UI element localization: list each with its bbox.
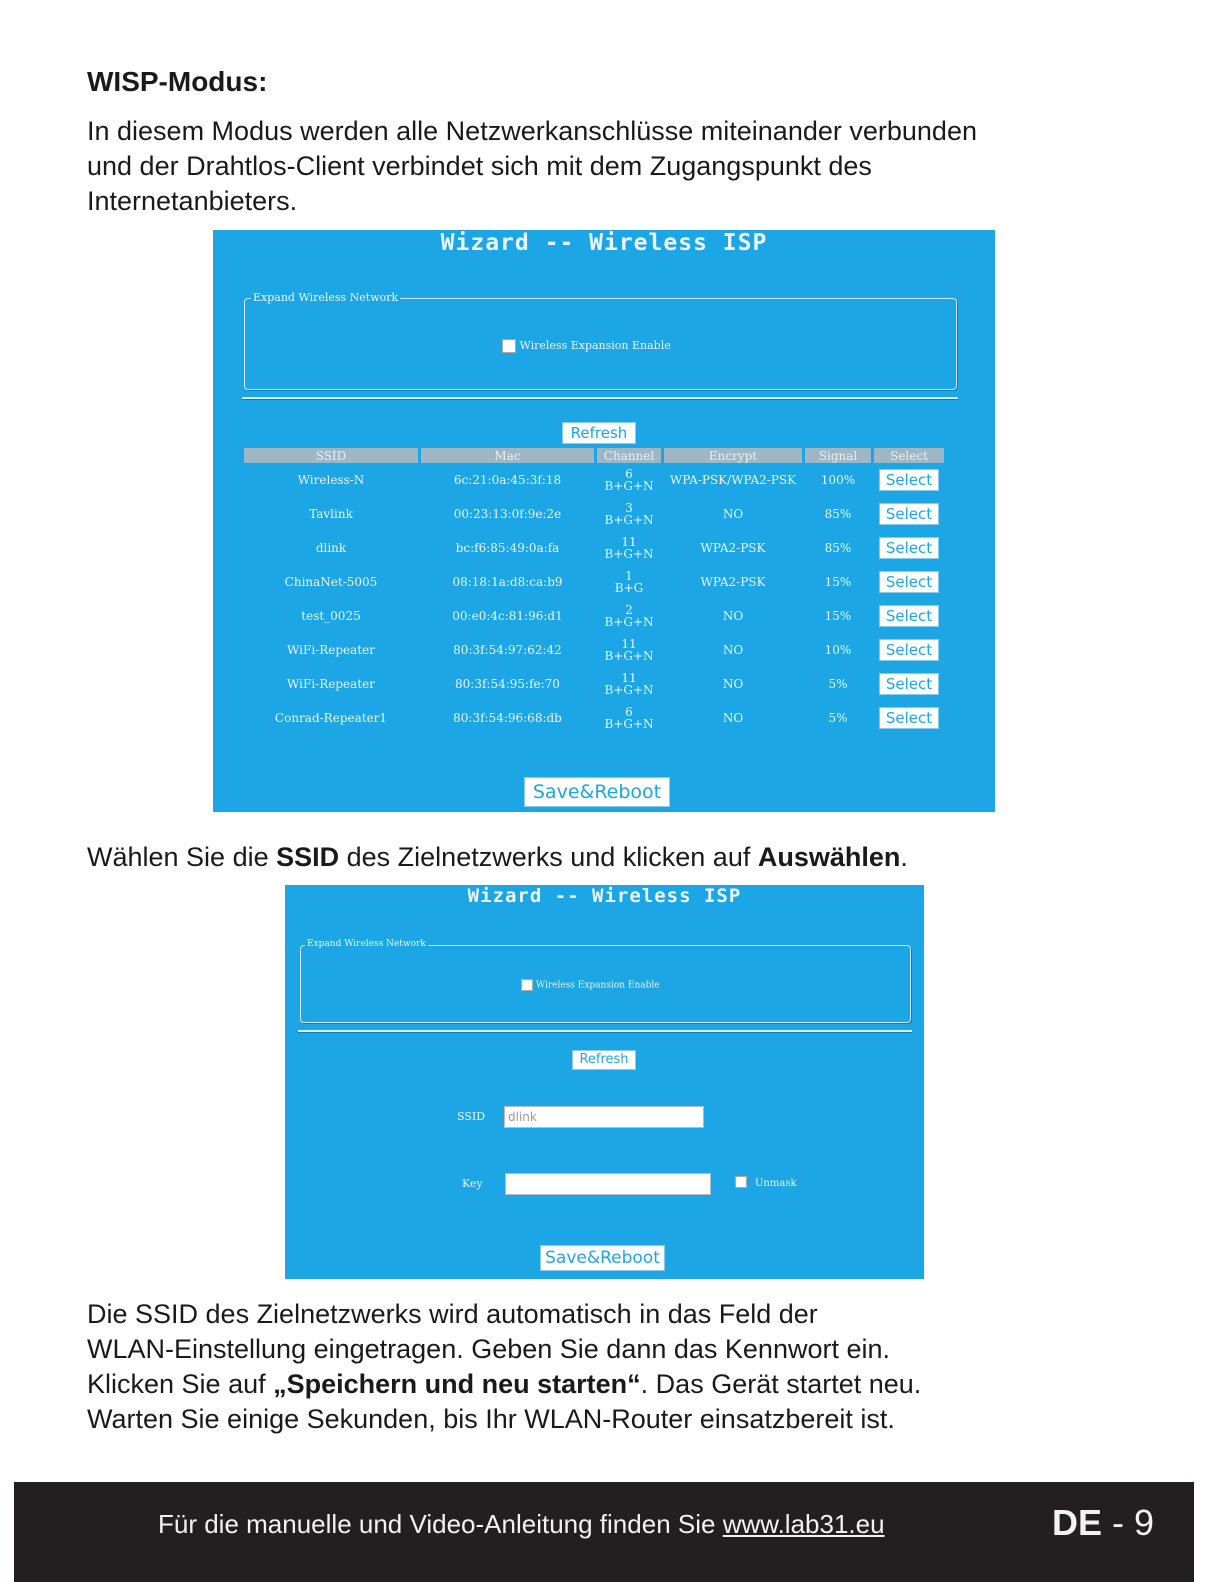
- wizard-scan-screenshot: [213, 230, 995, 812]
- signal-cell: 15%: [824, 575, 852, 589]
- table-row: [244, 633, 944, 667]
- select-button[interactable]: Select: [879, 707, 939, 729]
- mac-cell: 6c:21:0a:45:3f:18: [453, 473, 562, 487]
- intro-line: Internetanbieters.: [87, 186, 298, 216]
- column-header-select: Select: [874, 448, 944, 463]
- ssid-cell: Conrad-Repeater1: [274, 711, 388, 725]
- select-button[interactable]: Select: [879, 537, 939, 559]
- channel-mode: B+G+N: [604, 683, 654, 697]
- select-cell: [874, 497, 944, 531]
- mac-cell: 80:3f:54:97:62:42: [453, 643, 562, 657]
- select-button[interactable]: Select: [879, 469, 939, 491]
- intro-paragraph: [87, 114, 1147, 219]
- mac-cell: 80:3f:54:96:68:db: [453, 711, 562, 725]
- column-header-encrypt: Encrypt: [664, 448, 802, 463]
- expansion-enable-label: Wireless Expansion Enable: [535, 980, 660, 991]
- channel-number: 11: [621, 637, 637, 651]
- signal-cell: 100%: [820, 473, 856, 487]
- channel-cell: [597, 497, 661, 531]
- table-header-row: [244, 448, 944, 463]
- save-reboot-button[interactable]: Save&Reboot: [524, 777, 670, 807]
- channel-cell: [597, 599, 661, 633]
- unmask-label: Unmask: [755, 1178, 797, 1189]
- select-button[interactable]: Select: [879, 503, 939, 525]
- channel-cell: [597, 531, 661, 565]
- signal-cell: 10%: [824, 643, 852, 657]
- signal-cell: 5%: [828, 711, 848, 725]
- expansion-enable-checkbox[interactable]: [521, 979, 533, 991]
- channel-cell: [597, 633, 661, 667]
- footer-link[interactable]: www.lab31.eu: [722, 1509, 885, 1539]
- table-row: [244, 463, 944, 497]
- channel-mode: B+G+N: [604, 479, 654, 493]
- network-scan-table: [241, 448, 947, 735]
- select-cell: [874, 565, 944, 599]
- table-row: [244, 531, 944, 565]
- instruction-bold-ssid: SSID: [276, 842, 340, 872]
- mac-cell: 08:18:1a:d8:ca:b9: [452, 575, 563, 589]
- outro-line: WLAN-Einstellung eingetragen. Geben Sie dann das Kennwort ein.: [87, 1334, 890, 1364]
- outro-line: . Das Gerät startet neu.: [640, 1369, 922, 1399]
- channel-number: 1: [625, 569, 633, 583]
- instruction-text: Wählen Sie die: [87, 842, 277, 872]
- signal-cell: 85%: [824, 541, 852, 555]
- intro-line: In diesem Modus werden alle Netzwerkanschlüsse miteinander verbunden: [87, 116, 977, 146]
- channel-cell: [597, 701, 661, 735]
- ssid-cell: test_0025: [301, 609, 361, 623]
- select-button[interactable]: Select: [879, 639, 939, 661]
- wizard-title: Wizard -- Wireless ISP: [467, 885, 742, 907]
- select-button[interactable]: Select: [879, 605, 939, 627]
- expansion-enable-label: Wireless Expansion Enable: [519, 339, 671, 352]
- signal-cell: 15%: [824, 609, 852, 623]
- ssid-cell: WiFi-Repeater: [287, 643, 375, 657]
- ssid-input[interactable]: dlink: [504, 1106, 704, 1128]
- select-cell: [874, 599, 944, 633]
- column-header-channel: Channel: [597, 448, 661, 463]
- mac-cell: 00:23:13:0f:9e:2e: [453, 507, 562, 521]
- expand-wireless-fieldset: [300, 939, 911, 1023]
- channel-cell: [597, 667, 661, 701]
- ssid-cell: Wireless-N: [297, 473, 365, 487]
- ssid-cell: ChinaNet-5005: [284, 575, 378, 589]
- intro-line: und der Drahtlos-Client verbindet sich mit dem Zugangspunkt des: [87, 151, 872, 181]
- refresh-button[interactable]: Refresh: [562, 422, 636, 444]
- channel-mode: B+G: [614, 581, 644, 595]
- select-cell: [874, 667, 944, 701]
- outro-paragraph: [87, 1297, 1147, 1437]
- ssid-cell: Tavlink: [309, 507, 353, 521]
- signal-cell: 5%: [828, 677, 848, 691]
- encrypt-cell: NO: [722, 609, 744, 623]
- mac-cell: bc:f6:85:49:0a:fa: [455, 541, 560, 555]
- channel-mode: B+G+N: [604, 547, 654, 561]
- key-input[interactable]: [505, 1173, 711, 1195]
- section-heading: WISP-Modus:: [87, 66, 268, 97]
- outro-line: Die SSID des Zielnetzwerks wird automatisch in das Feld der: [87, 1299, 818, 1329]
- select-cell: [874, 531, 944, 565]
- instruction-text: .: [900, 842, 908, 872]
- table-row: [244, 667, 944, 701]
- encrypt-cell: WPA-PSK/WPA2-PSK: [669, 473, 797, 487]
- channel-cell: [597, 565, 661, 599]
- column-header-ssid: SSID: [244, 448, 418, 463]
- table-row: [244, 599, 944, 633]
- channel-cell: [597, 463, 661, 497]
- select-button[interactable]: Select: [879, 571, 939, 593]
- fieldset-legend: Expand Wireless Network: [307, 939, 426, 949]
- expand-wireless-fieldset: [244, 291, 957, 390]
- divider: [242, 397, 958, 399]
- page-number: [1052, 1502, 1154, 1544]
- divider: [298, 1030, 912, 1032]
- mac-cell: 80:3f:54:95:fe:70: [455, 677, 560, 691]
- channel-number: 6: [625, 705, 633, 719]
- instruction-bold-select: Auswählen: [757, 842, 901, 872]
- page-index: 9: [1133, 1502, 1154, 1543]
- save-reboot-button[interactable]: Save&Reboot: [540, 1245, 665, 1271]
- channel-mode: B+G+N: [604, 649, 654, 663]
- channel-number: 3: [625, 501, 633, 515]
- encrypt-cell: NO: [722, 711, 744, 725]
- select-instruction: [87, 840, 1147, 875]
- select-button[interactable]: Select: [879, 673, 939, 695]
- fieldset-legend: Expand Wireless Network: [253, 291, 399, 304]
- wizard-title: Wizard -- Wireless ISP: [440, 230, 768, 256]
- encrypt-cell: NO: [722, 507, 744, 521]
- encrypt-cell: WPA2-PSK: [700, 575, 766, 589]
- signal-cell: 85%: [824, 507, 852, 521]
- footer-label: Für die manuelle und Video-Anleitung finden Sie: [158, 1509, 723, 1539]
- select-cell: [874, 701, 944, 735]
- channel-mode: B+G+N: [604, 717, 654, 731]
- outro-line: Klicken Sie auf: [87, 1369, 274, 1399]
- table-row: [244, 701, 944, 735]
- channel-mode: B+G+N: [604, 513, 654, 527]
- channel-mode: B+G+N: [604, 615, 654, 629]
- language-code: DE: [1051, 1502, 1102, 1543]
- instruction-text: des Zielnetzwerks und klicken auf: [339, 842, 758, 872]
- footer-text: [158, 1509, 885, 1540]
- select-cell: [874, 633, 944, 667]
- outro-line: Warten Sie einige Sekunden, bis Ihr WLAN-Router einsatzbereit ist.: [87, 1404, 895, 1434]
- column-header-signal: Signal: [805, 448, 871, 463]
- table-row: [244, 565, 944, 599]
- expansion-enable-row: [521, 979, 660, 991]
- page-separator: -: [1101, 1502, 1134, 1543]
- footer-bar: [14, 1482, 1194, 1582]
- ssid-cell: WiFi-Repeater: [287, 677, 375, 691]
- encrypt-cell: WPA2-PSK: [700, 541, 766, 555]
- column-header-mac: Mac: [421, 448, 594, 463]
- wizard-key-screenshot: [285, 885, 924, 1279]
- ssid-label: SSID: [457, 1110, 486, 1123]
- select-cell: [874, 463, 944, 497]
- mac-cell: 00:e0:4c:81:96:d1: [452, 609, 563, 623]
- encrypt-cell: NO: [722, 643, 744, 657]
- table-row: [244, 497, 944, 531]
- channel-number: 2: [625, 603, 633, 617]
- expansion-enable-checkbox[interactable]: [502, 339, 516, 353]
- encrypt-cell: NO: [722, 677, 744, 691]
- expansion-enable-row: [502, 339, 671, 353]
- ssid-cell: dlink: [315, 541, 347, 555]
- channel-number: 6: [625, 467, 633, 481]
- channel-number: 11: [621, 535, 637, 549]
- outro-bold: „Speichern und neu starten“: [273, 1369, 641, 1399]
- unmask-checkbox[interactable]: [735, 1176, 747, 1188]
- key-label: Key: [462, 1177, 483, 1190]
- refresh-button[interactable]: Refresh: [572, 1050, 636, 1070]
- channel-number: 11: [621, 671, 637, 685]
